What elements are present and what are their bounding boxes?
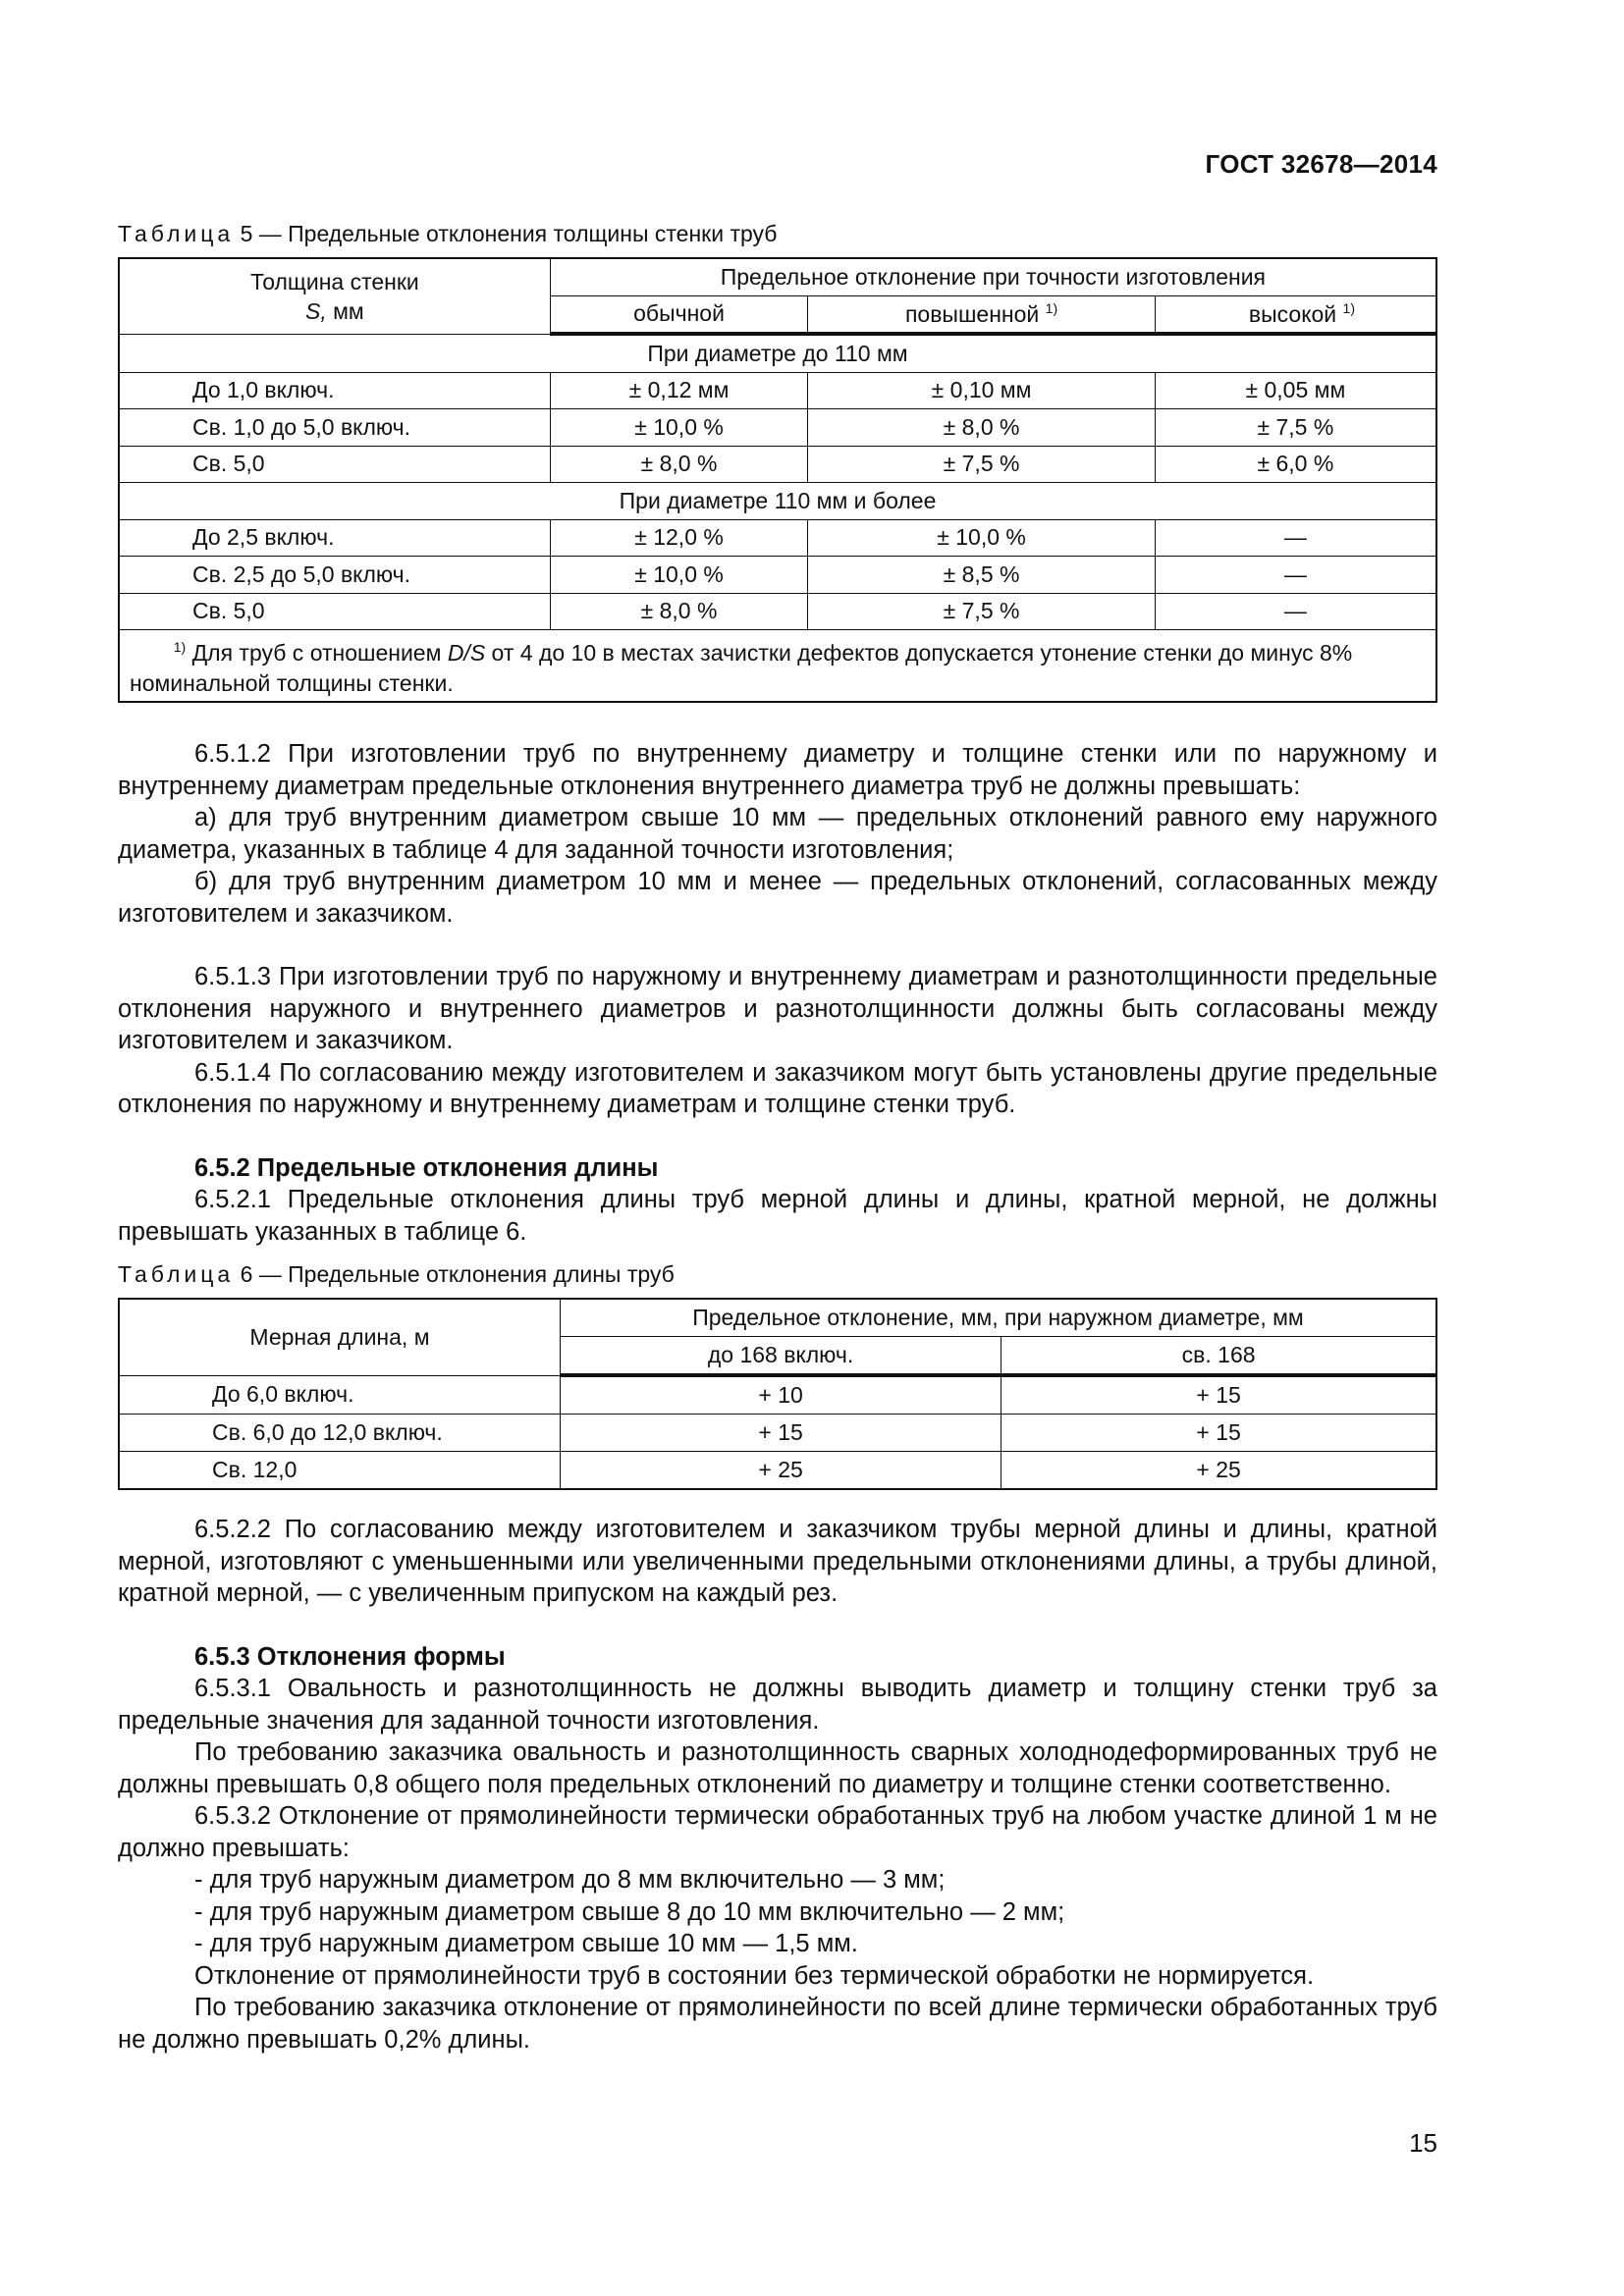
paragraph-6513: 6.5.1.3 При изготовлении труб по наружному и внутреннему диаметрам и разнотолщинности предельные отклонения наружного и внутреннего диаметров и разнотолщинности должны быть согласованы между изготовителем и заказчиком.: [118, 963, 1437, 1054]
table5-subcol-normal: [550, 295, 808, 334]
table6-caption: [118, 1260, 675, 1288]
table5: [118, 257, 1437, 703]
document-header: ГОСТ 32678—2014: [1205, 149, 1437, 179]
paragraph-6532-d: По требованию заказчика отклонение от прямолинейности по всей длине термически обработанных труб не должно превышать 0,2% длины.: [118, 1994, 1437, 2054]
value-cell: + 10: [560, 1375, 1001, 1415]
heading-652: 6.5.2 Предельные отклонения длины: [194, 1153, 659, 1182]
value-cell: + 25: [1001, 1452, 1436, 1490]
row-label-cell: До 2,5 включ.: [119, 519, 550, 557]
table6-col1-header: Мерная длина, м: [119, 1299, 560, 1375]
table5-subcol-normal-label: обычной: [633, 300, 725, 327]
table5-col1-line1: Толщина стенки: [249, 268, 419, 294]
table6: [118, 1298, 1437, 1490]
table5-subcol-increased-label: повышенной: [904, 300, 1040, 327]
value-cell: ± 8,0 %: [808, 409, 1155, 447]
table-row: [119, 519, 1436, 557]
table5-caption-title: — Предельные отклонения толщины стенки труб: [258, 221, 778, 246]
row-label-cell: Св. 12,0: [119, 1452, 560, 1490]
value-cell: ± 6,0 %: [1155, 446, 1436, 483]
footnote-mark: 1): [173, 639, 187, 655]
paragraph-6521: 6.5.2.1 Предельные отклонения длины труб мерной длины и длины, кратной мерной, не должны превышать указанных в таблице 6.: [118, 1186, 1437, 1246]
text-block-6512: [118, 738, 1437, 1248]
list-item-2: - для труб наружным диаметром свыше 8 до 10 мм включительно — 2 мм;: [194, 1897, 1065, 1926]
table-row: [119, 446, 1436, 483]
table5-footnote-text-b: от 4 до 10 в местах зачистки дефектов допускается утонение стенки до минус 8% номинальной толщины стенки.: [130, 640, 1353, 696]
value-cell: ± 7,5 %: [1155, 409, 1436, 447]
table5-group2-title: При диаметре 110 мм и более: [119, 483, 1436, 520]
value-cell: ± 8,5 %: [808, 557, 1155, 594]
table-row: [119, 372, 1436, 409]
text-block-6522: [118, 1514, 1437, 2056]
list-item-1: - для труб наружным диаметром до 8 мм включительно — 3 мм;: [194, 1866, 946, 1894]
table5-group1-title: При диаметре до 110 мм: [119, 334, 1436, 372]
paragraph-6512-a: а) для труб внутренним диаметром свыше 10 мм — предельных отклонений равного ему наружного диаметра, указанных в таблице 4 для заданной точности изготовления;: [118, 804, 1437, 864]
table6-caption-word: Таблица: [118, 1261, 235, 1287]
table6-rows: [119, 1375, 1436, 1489]
paragraph-6514: 6.5.1.4 По согласованию между изготовителем и заказчиком могут быть установлены другие предельные отклонения по наружному и внутреннему диаметрам и толщине стенки труб.: [118, 1058, 1437, 1118]
table6-subcol-over168: св. 168: [1001, 1337, 1436, 1376]
table6-group-header: Предельное отклонение, мм, при наружном диаметре, мм: [560, 1299, 1436, 1337]
footnote-mark: 1): [1342, 299, 1355, 316]
value-cell: + 15: [1001, 1415, 1436, 1452]
value-cell: ± 7,5 %: [808, 446, 1155, 483]
row-label-cell: До 1,0 включ.: [119, 372, 550, 409]
table6-caption-title: — Предельные отклонения длины труб: [258, 1261, 675, 1287]
paragraph-6531-b: По требованию заказчика овальность и разнотолщинность сварных холоднодеформированных труб не должны превышать 0,8 общего поля предельных отклонений по диаметру и толщине стенки соответственно.: [118, 1738, 1437, 1798]
table-row: [119, 593, 1436, 630]
footnote-mark: 1): [1045, 299, 1058, 316]
table5-subcol-high: [1155, 295, 1436, 334]
table5-group2-rows: [119, 519, 1436, 630]
value-cell: ± 0,10 мм: [808, 372, 1155, 409]
value-cell: ± 8,0 %: [550, 593, 808, 630]
table5-footnote: [119, 630, 1436, 703]
value-cell: ± 0,05 мм: [1155, 372, 1436, 409]
table5-group-header: Предельное отклонение при точности изготовления: [550, 258, 1436, 295]
table5-subcol-high-label: высокой: [1248, 300, 1337, 327]
paragraph-6512-b: б) для труб внутренним диаметром 10 мм и менее — предельных отклонений, согласованных между изготовителем и заказчиком.: [118, 868, 1437, 928]
table6-subcol-upto168: до 168 включ.: [560, 1337, 1001, 1376]
table5-col1-unit: мм: [333, 297, 364, 324]
paragraph-6531: 6.5.3.1 Овальность и разнотолщинность не должны выводить диаметр и толщину стенки труб за предельные значения для заданной точности изготовления.: [118, 1675, 1437, 1735]
value-cell: —: [1155, 593, 1436, 630]
list-item-3: - для труб наружным диаметром свыше 10 мм — 1,5 мм.: [194, 1930, 858, 1957]
table5-group1-rows: [119, 372, 1436, 483]
value-cell: ± 10,0 %: [550, 409, 808, 447]
table5-footnote-var: D/S: [447, 640, 486, 666]
paragraph-6522: 6.5.2.2 По согласованию между изготовителем и заказчиком трубы мерной длины и длины, кратной мерной, изготовляют с уменьшенными или увеличенными предельными отклонениями длины, а трубы длиной, кратной мерной, — с увеличенным припуском на каждый рез.: [118, 1516, 1437, 1607]
table5-caption: [118, 220, 777, 247]
table5-col1-var: S,: [304, 297, 327, 324]
page-number: 15: [1409, 2128, 1437, 2158]
table-row: [119, 1415, 1436, 1452]
heading-653: 6.5.3 Отклонения формы: [194, 1642, 506, 1671]
row-label-cell: Св. 2,5 до 5,0 включ.: [119, 557, 550, 594]
table5-footnote-text-a: Для труб с отношением: [191, 640, 442, 666]
value-cell: ± 10,0 %: [550, 557, 808, 594]
value-cell: —: [1155, 519, 1436, 557]
table-row: [119, 1452, 1436, 1490]
row-label-cell: Св. 5,0: [119, 593, 550, 630]
value-cell: ± 10,0 %: [808, 519, 1155, 557]
row-label-cell: Св. 5,0: [119, 446, 550, 483]
value-cell: ± 7,5 %: [808, 593, 1155, 630]
value-cell: + 15: [560, 1415, 1001, 1452]
table-row: [119, 1375, 1436, 1415]
value-cell: + 25: [560, 1452, 1001, 1490]
value-cell: ± 12,0 %: [550, 519, 808, 557]
table5-subcol-increased: [808, 295, 1155, 334]
table5-col1-header: [119, 258, 550, 334]
value-cell: ± 0,12 мм: [550, 372, 808, 409]
value-cell: —: [1155, 557, 1436, 594]
table5-caption-number: 5: [240, 221, 253, 246]
table5-caption-word: Таблица: [118, 221, 235, 246]
table6-caption-number: 6: [240, 1261, 253, 1287]
paragraph-6532-c: Отклонение от прямолинейности труб в состоянии без термической обработки не нормируется.: [194, 1961, 1315, 1990]
paragraph-6512: 6.5.1.2 При изготовлении труб по внутреннему диаметру и толщине стенки или по наружному и внутреннему диаметрам предельные отклонения внутреннего диаметра труб не должны превышать:: [118, 740, 1437, 800]
table-row: [119, 409, 1436, 447]
row-label-cell: Св. 6,0 до 12,0 включ.: [119, 1415, 560, 1452]
value-cell: + 15: [1001, 1375, 1436, 1415]
value-cell: ± 8,0 %: [550, 446, 808, 483]
paragraph-6532: 6.5.3.2 Отклонение от прямолинейности термически обработанных труб на любом участке длиной 1 м не должно превышать:: [118, 1802, 1437, 1862]
row-label-cell: Св. 1,0 до 5,0 включ.: [119, 409, 550, 447]
table-row: [119, 557, 1436, 594]
row-label-cell: До 6,0 включ.: [119, 1375, 560, 1415]
